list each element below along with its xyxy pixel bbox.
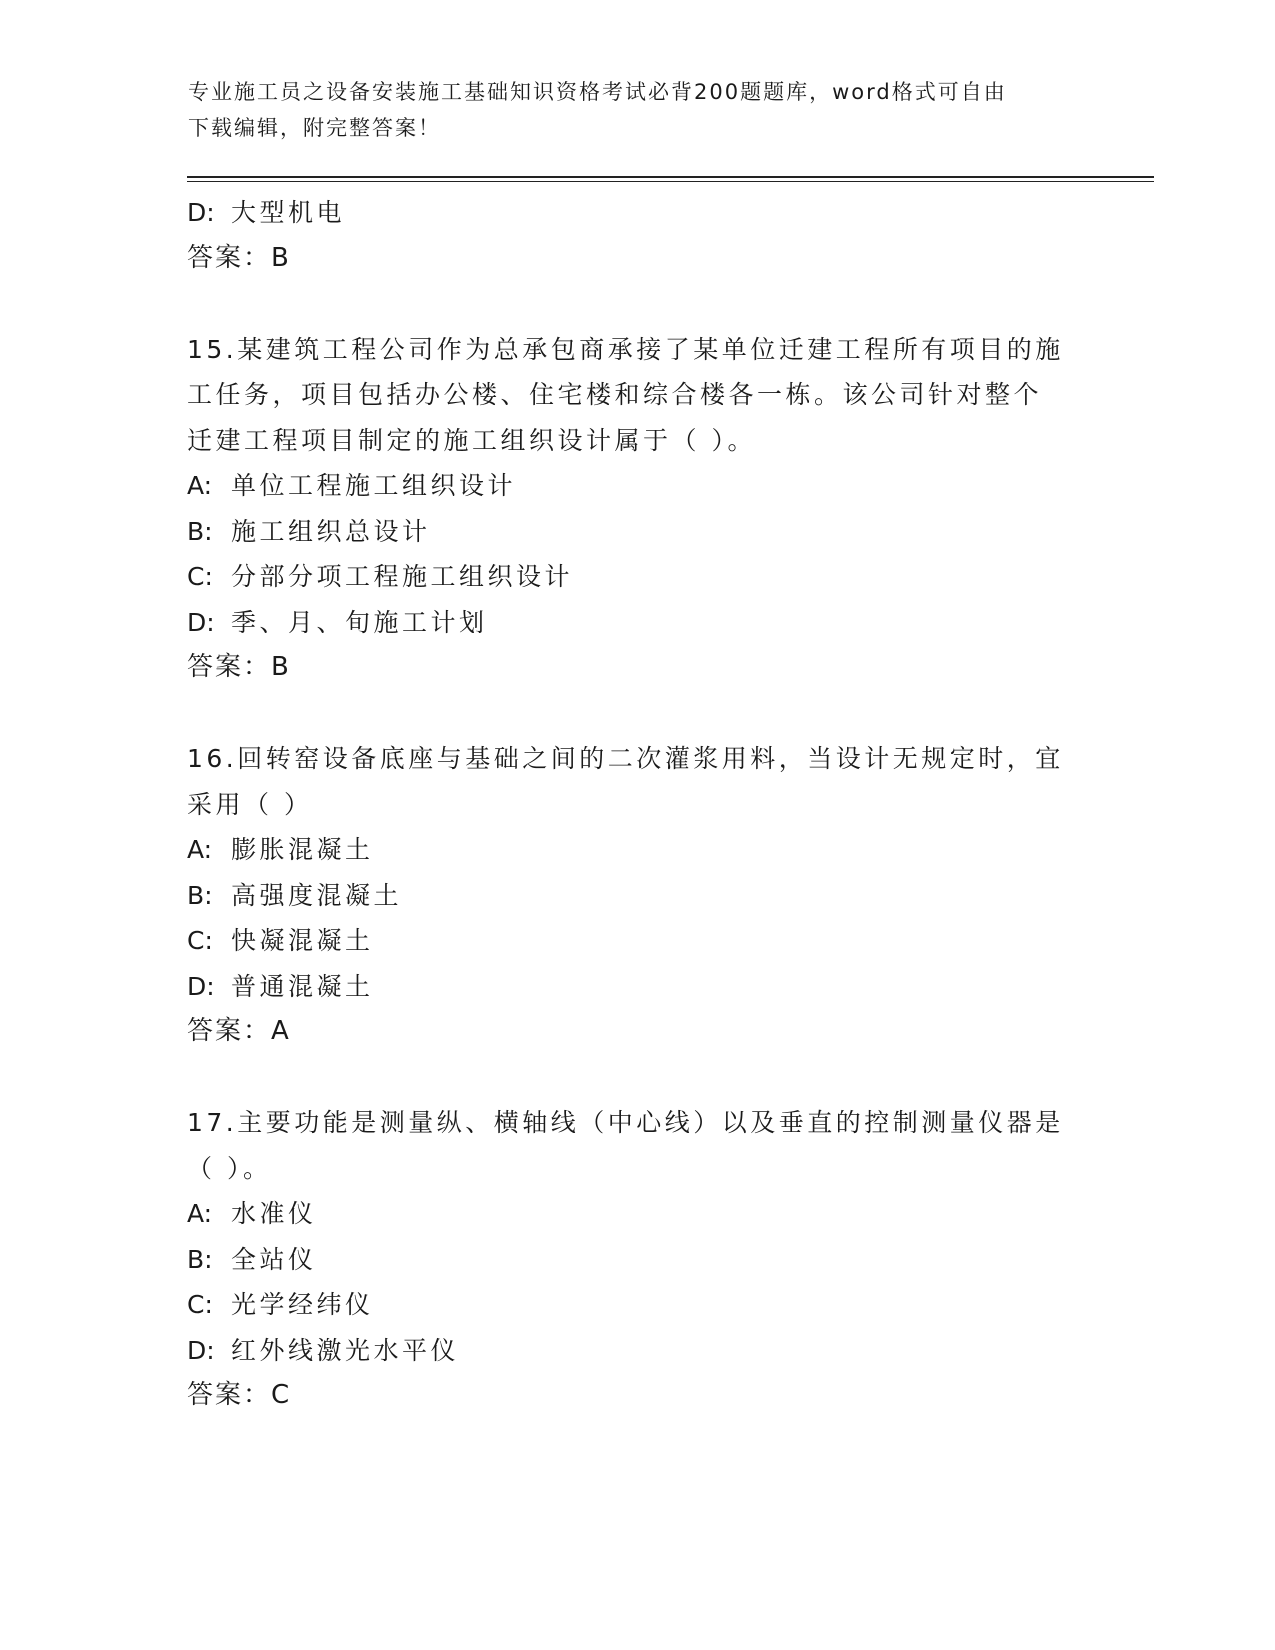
spacer [187,1055,1087,1101]
option-text: 分部分项工程施工组织设计 [231,562,574,591]
header-divider [187,176,1154,182]
answer: 答案：B [187,652,291,682]
question-stem-line: 15.某建筑工程公司作为总承包商承接了某单位迁建工程所有项目的施 [187,334,1064,364]
question-stem-line: （ ）。 [187,1153,272,1183]
option-d [187,1328,1087,1374]
option-text: 单位工程施工组织设计 [231,471,517,500]
option-text: 高强度混凝土 [231,880,403,910]
option-text: 快凝混凝土 [231,926,374,955]
option-c [187,1282,1087,1328]
option-d [187,600,1087,646]
previous-answer: 答案：B [187,242,291,273]
answer: 答案：C [187,1380,292,1410]
question-15 [187,327,1087,691]
header-line-1: 专业施工员之设备安装施工基础知识资格考试必背200题题库，word格式可自由 [188,80,1007,104]
question-stem-line: 迁建工程项目制定的施工组织设计属于（ ）。 [187,425,756,455]
option-letter: D: [187,1335,215,1365]
option-letter: C: [187,562,213,591]
option-a [187,827,1087,873]
question-17 [187,1100,1087,1419]
option-letter: B: [187,880,213,910]
question-content [187,190,1087,1419]
option-b [187,509,1087,555]
option-letter: B: [187,516,213,546]
option-text: 光学经纬仪 [231,1290,374,1319]
option-letter: D: [187,971,215,1001]
option-text: 大型机电 [231,198,346,227]
option-text: 季、月、旬施工计划 [231,607,488,637]
question-16 [187,736,1087,1055]
option-a [187,1191,1087,1237]
question-stem-line: 采用（ ） [187,789,313,819]
option-text: 膨胀混凝土 [231,835,374,864]
option-text: 施工组织总设计 [231,516,431,546]
question-stem-line: 工任务，项目包括办公楼、住宅楼和综合楼各一栋。该公司针对整个 [187,380,1043,409]
document-header [188,74,1068,146]
answer: 答案：A [187,1016,291,1046]
option-letter: A: [187,471,213,500]
option-c [187,554,1087,600]
option-letter: D: [187,607,215,637]
previous-option-d [187,190,1087,236]
option-text: 水准仪 [231,1199,317,1228]
option-letter: D: [187,198,215,227]
option-text: 普通混凝土 [231,971,374,1001]
option-a [187,463,1087,509]
option-b [187,873,1087,919]
option-letter: A: [187,835,213,864]
option-d [187,964,1087,1010]
header-line-2: 下载编辑，附完整答案！ [188,116,441,140]
option-letter: C: [187,1290,213,1319]
option-text: 全站仪 [231,1244,317,1274]
option-c [187,918,1087,964]
option-b [187,1237,1087,1283]
spacer [187,281,1087,327]
question-stem-line: 16.回转窑设备底座与基础之间的二次灌浆用料，当设计无规定时，宜 [187,744,1064,773]
spacer [187,691,1087,737]
option-text: 红外线激光水平仪 [231,1335,460,1365]
option-letter: C: [187,926,213,955]
option-letter: B: [187,1244,213,1274]
option-letter: A: [187,1199,213,1228]
question-stem-line: 17.主要功能是测量纵、横轴线（中心线）以及垂直的控制测量仪器是 [187,1108,1064,1137]
